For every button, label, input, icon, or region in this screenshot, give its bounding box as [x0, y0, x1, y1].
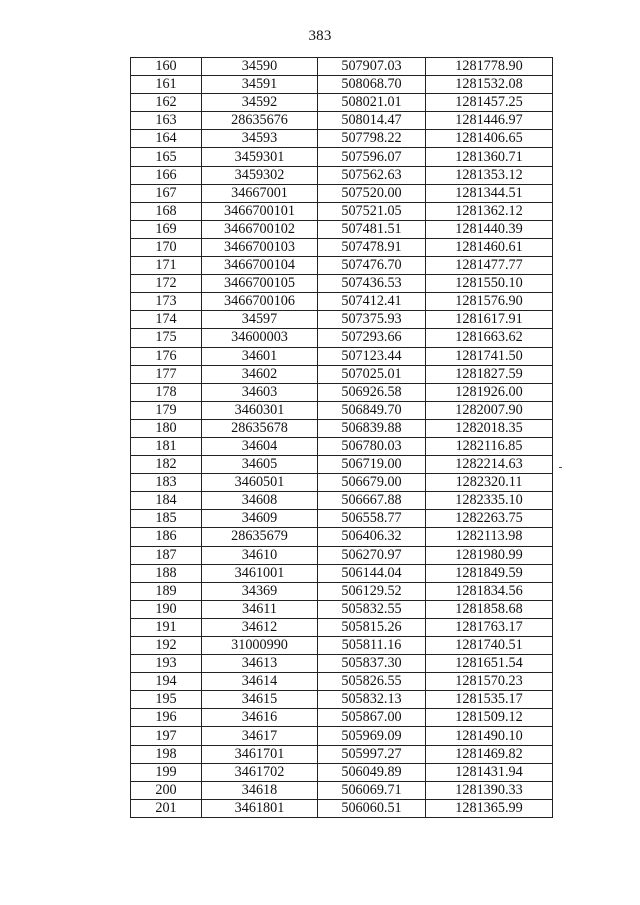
x-coordinate-cell: 506780.03: [318, 437, 426, 455]
point-id-cell: 34602: [202, 365, 318, 383]
y-coordinate-cell: 1282116.85: [426, 437, 553, 455]
table-row: [131, 293, 553, 311]
y-coordinate-cell: 1281535.17: [426, 691, 553, 709]
x-coordinate-cell: 507375.93: [318, 311, 426, 329]
point-id-cell: 3466700104: [202, 257, 318, 275]
table-row: [131, 130, 553, 148]
row-number-cell: 182: [131, 456, 202, 474]
x-coordinate-cell: 506558.77: [318, 510, 426, 528]
point-id-cell: 34617: [202, 727, 318, 745]
table-row: [131, 492, 553, 510]
x-coordinate-cell: 505826.55: [318, 673, 426, 691]
row-number-cell: 200: [131, 781, 202, 799]
row-number-cell: 193: [131, 655, 202, 673]
row-number-cell: 192: [131, 637, 202, 655]
row-number-cell: 171: [131, 257, 202, 275]
table-row: [131, 618, 553, 636]
table-row: [131, 257, 553, 275]
point-id-cell: 34608: [202, 492, 318, 510]
y-coordinate-cell: 1281651.54: [426, 655, 553, 673]
row-number-cell: 169: [131, 220, 202, 238]
y-coordinate-cell: 1281390.33: [426, 781, 553, 799]
x-coordinate-cell: 506129.52: [318, 582, 426, 600]
y-coordinate-cell: 1281509.12: [426, 709, 553, 727]
row-number-cell: 195: [131, 691, 202, 709]
x-coordinate-cell: 506719.00: [318, 456, 426, 474]
x-coordinate-cell: 507476.70: [318, 257, 426, 275]
point-id-cell: 28635678: [202, 419, 318, 437]
row-number-cell: 173: [131, 293, 202, 311]
table-row: [131, 546, 553, 564]
table-row: [131, 347, 553, 365]
table-row: [131, 94, 553, 112]
x-coordinate-cell: 507520.00: [318, 184, 426, 202]
y-coordinate-cell: 1281360.71: [426, 148, 553, 166]
row-number-cell: 185: [131, 510, 202, 528]
x-coordinate-cell: 506069.71: [318, 781, 426, 799]
table-row: [131, 329, 553, 347]
table-row: [131, 166, 553, 184]
y-coordinate-cell: 1281827.59: [426, 365, 553, 383]
table-row: [131, 600, 553, 618]
point-id-cell: 3466700105: [202, 275, 318, 293]
point-id-cell: 34590: [202, 58, 318, 76]
y-coordinate-cell: 1282113.98: [426, 528, 553, 546]
table-row: [131, 673, 553, 691]
table-row: [131, 474, 553, 492]
point-id-cell: 34613: [202, 655, 318, 673]
x-coordinate-cell: 505811.16: [318, 637, 426, 655]
row-number-cell: 179: [131, 401, 202, 419]
row-number-cell: 163: [131, 112, 202, 130]
x-coordinate-cell: 505832.55: [318, 600, 426, 618]
table-row: [131, 383, 553, 401]
point-id-cell: 34612: [202, 618, 318, 636]
row-number-cell: 196: [131, 709, 202, 727]
row-number-cell: 184: [131, 492, 202, 510]
point-id-cell: 3461801: [202, 799, 318, 817]
x-coordinate-cell: 505969.09: [318, 727, 426, 745]
y-coordinate-cell: 1281926.00: [426, 383, 553, 401]
point-id-cell: 3461701: [202, 745, 318, 763]
point-id-cell: 3466700102: [202, 220, 318, 238]
table-row: [131, 58, 553, 76]
x-coordinate-cell: 506406.32: [318, 528, 426, 546]
point-id-cell: 3466700103: [202, 238, 318, 256]
table-row: [131, 582, 553, 600]
y-coordinate-cell: 1281344.51: [426, 184, 553, 202]
point-id-cell: 34616: [202, 709, 318, 727]
point-id-cell: 3460501: [202, 474, 318, 492]
x-coordinate-cell: 507798.22: [318, 130, 426, 148]
point-id-cell: 34667001: [202, 184, 318, 202]
table-row: [131, 148, 553, 166]
point-id-cell: 3459301: [202, 148, 318, 166]
x-coordinate-cell: 507025.01: [318, 365, 426, 383]
x-coordinate-cell: 507123.44: [318, 347, 426, 365]
row-number-cell: 201: [131, 799, 202, 817]
x-coordinate-cell: 508068.70: [318, 76, 426, 94]
x-coordinate-cell: 506270.97: [318, 546, 426, 564]
point-id-cell: 28635679: [202, 528, 318, 546]
y-coordinate-cell: 1282214.63: [426, 456, 553, 474]
table-row: [131, 365, 553, 383]
x-coordinate-cell: 507478.91: [318, 238, 426, 256]
x-coordinate-cell: 507481.51: [318, 220, 426, 238]
row-number-cell: 162: [131, 94, 202, 112]
row-number-cell: 178: [131, 383, 202, 401]
point-id-cell: 34369: [202, 582, 318, 600]
y-coordinate-cell: 1281460.61: [426, 238, 553, 256]
x-coordinate-cell: 506679.00: [318, 474, 426, 492]
x-coordinate-cell: 506667.88: [318, 492, 426, 510]
y-coordinate-cell: 1281431.94: [426, 763, 553, 781]
y-coordinate-cell: 1281849.59: [426, 564, 553, 582]
x-coordinate-cell: 505997.27: [318, 745, 426, 763]
x-coordinate-cell: 507293.66: [318, 329, 426, 347]
table-row: [131, 401, 553, 419]
table-row: [131, 456, 553, 474]
scan-mark: [559, 467, 562, 468]
y-coordinate-cell: 1281469.82: [426, 745, 553, 763]
x-coordinate-cell: 506060.51: [318, 799, 426, 817]
coordinates-table-body: [131, 58, 553, 818]
row-number-cell: 176: [131, 347, 202, 365]
row-number-cell: 168: [131, 202, 202, 220]
y-coordinate-cell: 1282320.11: [426, 474, 553, 492]
table-row: [131, 655, 553, 673]
y-coordinate-cell: 1281440.39: [426, 220, 553, 238]
x-coordinate-cell: 505867.00: [318, 709, 426, 727]
x-coordinate-cell: 505832.13: [318, 691, 426, 709]
point-id-cell: 34605: [202, 456, 318, 474]
row-number-cell: 161: [131, 76, 202, 94]
y-coordinate-cell: 1281663.62: [426, 329, 553, 347]
row-number-cell: 194: [131, 673, 202, 691]
x-coordinate-cell: 505815.26: [318, 618, 426, 636]
point-id-cell: 34609: [202, 510, 318, 528]
point-id-cell: 3459302: [202, 166, 318, 184]
row-number-cell: 175: [131, 329, 202, 347]
point-id-cell: 3466700106: [202, 293, 318, 311]
row-number-cell: 189: [131, 582, 202, 600]
table-row: [131, 311, 553, 329]
point-id-cell: 34618: [202, 781, 318, 799]
point-id-cell: 34592: [202, 94, 318, 112]
x-coordinate-cell: 508021.01: [318, 94, 426, 112]
table-row: [131, 238, 553, 256]
y-coordinate-cell: 1281490.10: [426, 727, 553, 745]
point-id-cell: 34614: [202, 673, 318, 691]
x-coordinate-cell: 508014.47: [318, 112, 426, 130]
table-row: [131, 709, 553, 727]
table-row: [131, 727, 553, 745]
row-number-cell: 180: [131, 419, 202, 437]
row-number-cell: 181: [131, 437, 202, 455]
row-number-cell: 191: [131, 618, 202, 636]
point-id-cell: 34591: [202, 76, 318, 94]
x-coordinate-cell: 506839.88: [318, 419, 426, 437]
row-number-cell: 199: [131, 763, 202, 781]
table-row: [131, 781, 553, 799]
point-id-cell: 34610: [202, 546, 318, 564]
x-coordinate-cell: 507596.07: [318, 148, 426, 166]
row-number-cell: 187: [131, 546, 202, 564]
y-coordinate-cell: 1281740.51: [426, 637, 553, 655]
table-row: [131, 437, 553, 455]
point-id-cell: 3461001: [202, 564, 318, 582]
page-number: 383: [308, 28, 332, 44]
y-coordinate-cell: 1282018.35: [426, 419, 553, 437]
row-number-cell: 166: [131, 166, 202, 184]
point-id-cell: 31000990: [202, 637, 318, 655]
x-coordinate-cell: 507907.03: [318, 58, 426, 76]
table-row: [131, 220, 553, 238]
y-coordinate-cell: 1281532.08: [426, 76, 553, 94]
table-row: [131, 763, 553, 781]
table-row: [131, 184, 553, 202]
row-number-cell: 174: [131, 311, 202, 329]
y-coordinate-cell: 1281741.50: [426, 347, 553, 365]
y-coordinate-cell: 1281362.12: [426, 202, 553, 220]
y-coordinate-cell: 1281406.65: [426, 130, 553, 148]
row-number-cell: 160: [131, 58, 202, 76]
point-id-cell: 3466700101: [202, 202, 318, 220]
point-id-cell: 34611: [202, 600, 318, 618]
row-number-cell: 186: [131, 528, 202, 546]
x-coordinate-cell: 506049.89: [318, 763, 426, 781]
x-coordinate-cell: 507521.05: [318, 202, 426, 220]
y-coordinate-cell: 1281365.99: [426, 799, 553, 817]
table-row: [131, 799, 553, 817]
point-id-cell: 34615: [202, 691, 318, 709]
table-row: [131, 76, 553, 94]
y-coordinate-cell: 1281834.56: [426, 582, 553, 600]
y-coordinate-cell: 1281576.90: [426, 293, 553, 311]
y-coordinate-cell: 1281446.97: [426, 112, 553, 130]
row-number-cell: 183: [131, 474, 202, 492]
x-coordinate-cell: 507436.53: [318, 275, 426, 293]
y-coordinate-cell: 1281477.77: [426, 257, 553, 275]
y-coordinate-cell: 1281763.17: [426, 618, 553, 636]
y-coordinate-cell: 1281550.10: [426, 275, 553, 293]
y-coordinate-cell: 1281353.12: [426, 166, 553, 184]
point-id-cell: 34600003: [202, 329, 318, 347]
x-coordinate-cell: 506144.04: [318, 564, 426, 582]
table-row: [131, 528, 553, 546]
table-row: [131, 637, 553, 655]
table-row: [131, 745, 553, 763]
row-number-cell: 188: [131, 564, 202, 582]
point-id-cell: 28635676: [202, 112, 318, 130]
row-number-cell: 177: [131, 365, 202, 383]
point-id-cell: 3461702: [202, 763, 318, 781]
table-row: [131, 419, 553, 437]
y-coordinate-cell: 1281617.91: [426, 311, 553, 329]
row-number-cell: 172: [131, 275, 202, 293]
y-coordinate-cell: 1282263.75: [426, 510, 553, 528]
point-id-cell: 34601: [202, 347, 318, 365]
point-id-cell: 34593: [202, 130, 318, 148]
y-coordinate-cell: 1282007.90: [426, 401, 553, 419]
table-row: [131, 275, 553, 293]
x-coordinate-cell: 506849.70: [318, 401, 426, 419]
y-coordinate-cell: 1281980.99: [426, 546, 553, 564]
row-number-cell: 190: [131, 600, 202, 618]
y-coordinate-cell: 1281457.25: [426, 94, 553, 112]
row-number-cell: 164: [131, 130, 202, 148]
row-number-cell: 165: [131, 148, 202, 166]
table-row: [131, 112, 553, 130]
y-coordinate-cell: 1281570.23: [426, 673, 553, 691]
row-number-cell: 167: [131, 184, 202, 202]
y-coordinate-cell: 1281778.90: [426, 58, 553, 76]
y-coordinate-cell: 1281858.68: [426, 600, 553, 618]
row-number-cell: 197: [131, 727, 202, 745]
table-row: [131, 510, 553, 528]
table-row: [131, 691, 553, 709]
row-number-cell: 170: [131, 238, 202, 256]
x-coordinate-cell: 505837.30: [318, 655, 426, 673]
point-id-cell: 34604: [202, 437, 318, 455]
point-id-cell: 34597: [202, 311, 318, 329]
row-number-cell: 198: [131, 745, 202, 763]
x-coordinate-cell: 506926.58: [318, 383, 426, 401]
x-coordinate-cell: 507412.41: [318, 293, 426, 311]
coordinates-table: [130, 57, 553, 818]
table-row: [131, 564, 553, 582]
y-coordinate-cell: 1282335.10: [426, 492, 553, 510]
point-id-cell: 3460301: [202, 401, 318, 419]
table-row: [131, 202, 553, 220]
x-coordinate-cell: 507562.63: [318, 166, 426, 184]
point-id-cell: 34603: [202, 383, 318, 401]
